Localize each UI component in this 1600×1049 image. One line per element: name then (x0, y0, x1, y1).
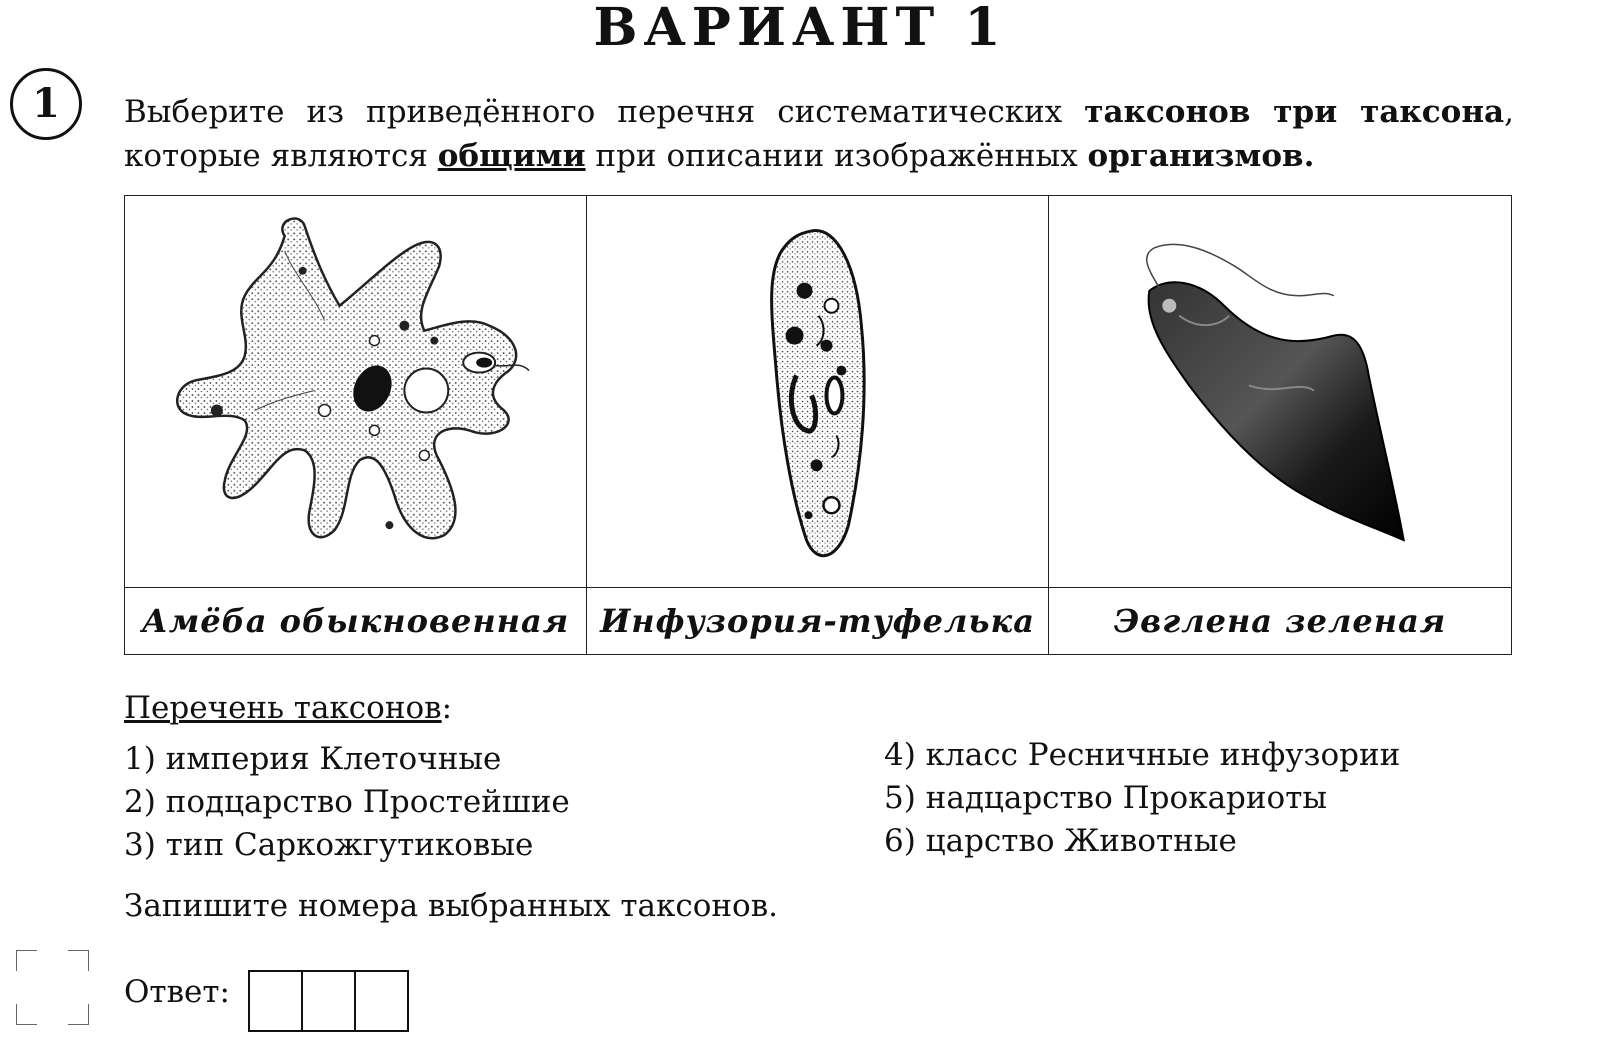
organism-caption: Амёба обыкновенная (125, 588, 587, 654)
taxon-option: 5) надцарство Прокариоты (884, 780, 1328, 816)
task-number-badge: 1 (10, 68, 82, 140)
answer-label: Ответ: (124, 974, 230, 1010)
taxa-list-left (124, 738, 570, 867)
taxa-list-heading-colon: : (441, 690, 453, 726)
taxa-list-heading-text: Перечень таксонов (124, 690, 442, 726)
taxa-list-heading (124, 688, 452, 728)
taxa-list-right (884, 734, 1400, 863)
euglena-illustration (1049, 196, 1511, 587)
question-part: Выберите из приведённого перечня систематических (124, 94, 1085, 130)
question-bold: организмов. (1087, 138, 1315, 174)
organism-caption: Эвглена зеленая (1113, 602, 1447, 640)
answer-box[interactable] (301, 970, 356, 1032)
answer-box[interactable] (248, 970, 303, 1032)
taxon-option: 3) тип Саркожгутиковые (124, 827, 534, 863)
organism-image-cell (1049, 196, 1511, 588)
scan-marker (68, 950, 89, 971)
organism-image-cell (125, 196, 587, 588)
answer-boxes (248, 970, 407, 1032)
question-bold: таксонов три таксона (1084, 94, 1505, 130)
organism-caption: Инфузория-туфелька (587, 588, 1049, 654)
taxon-option: 4) класс Ресничные инфузории (884, 737, 1401, 773)
page-title: ВАРИАНТ 1 (593, 0, 1007, 58)
paramecium-illustration (587, 196, 1048, 587)
amoeba-illustration (125, 196, 586, 587)
instruction-text: Запишите номера выбранных таксонов. (124, 888, 779, 924)
question-text (124, 90, 1514, 178)
organism-image-cell (587, 196, 1049, 588)
taxon-option: 6) царство Животные (884, 823, 1237, 859)
scan-marker (16, 1004, 37, 1025)
question-underlined: общими (437, 138, 586, 174)
question-part: при описании изображённых (585, 138, 1088, 174)
answer-box[interactable] (354, 970, 409, 1032)
taxon-option: 2) подцарство Простейшие (124, 784, 570, 820)
organisms-table (124, 195, 1512, 655)
taxon-option: 1) империя Клеточные (124, 741, 502, 777)
question-part: , которые являются (124, 94, 1514, 174)
scan-marker (68, 1004, 89, 1025)
scan-marker (16, 950, 37, 971)
